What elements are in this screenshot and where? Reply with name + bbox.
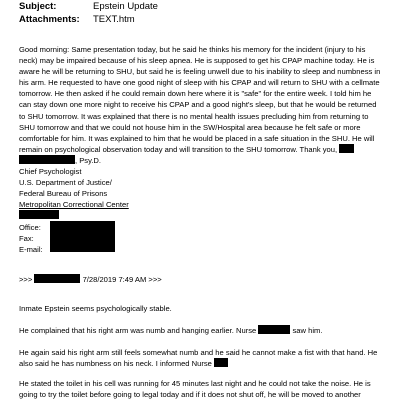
paragraph-line (19, 144, 389, 155)
redaction-box (50, 221, 115, 252)
redaction-box (19, 210, 59, 219)
forward-date: 7/28/2019 7:49 AM >>> (82, 275, 162, 284)
signature-org: Federal Bureau of Prisons (19, 189, 108, 199)
paragraph-line-text: remain on psychological observation today and will transition to the SHU tomorrow. Thank you, (19, 144, 338, 154)
body-paragraph-2 (19, 303, 389, 314)
paragraph-line: Good morning: Same presentation today, but he said he thinks his memory for the incident (injury to his (19, 45, 366, 54)
body-paragraph-1 (19, 44, 389, 155)
paragraph-line: SHU tomorrow and that we could not house him in the SW/Hospital area because he felt safe or more (19, 122, 361, 132)
redaction-box (339, 144, 354, 153)
paragraph-line: comfortable for him. It was explained to him that he would be placed in a safe situation in the SHU. He will (19, 133, 375, 143)
redaction-box (34, 274, 80, 283)
paragraph-line: aware he will be returning to SHU, but said he is feeling unwell due to his inability to sleep and numbness in (19, 67, 381, 77)
paragraph-line (19, 358, 389, 369)
subject-label: Subject: (19, 1, 57, 12)
signature-address-line (19, 210, 129, 221)
signature-name-line (19, 155, 129, 166)
body-paragraph-3 (19, 325, 389, 336)
redaction-box (19, 155, 75, 164)
body-paragraph-4 (19, 347, 389, 369)
forward-header (19, 274, 162, 285)
signature-org: U.S. Department of Justice/ (19, 178, 112, 188)
paragraph-line: Inmate Epstein seems psychologically stable. (19, 304, 172, 313)
body-paragraph-5 (19, 378, 389, 400)
paragraph-text: saw him. (292, 326, 323, 335)
paragraph-text: also said he has numbness on his neck. I informed Nurse (19, 359, 212, 369)
paragraph-line: can stay down one more night to receive his CPAP and a good night's sleep, but that he would be returned (19, 100, 377, 110)
attachment-link[interactable]: TEXT.htm (93, 14, 135, 25)
paragraph-line: going to try the toilet before going to legal today and if it does not shut off, he will be moved to another (19, 390, 361, 400)
paragraph-line: to SHU tomorrow. It was explained that there is no mental health issues precluding him from returning to (19, 111, 369, 121)
fax-label: Fax: (19, 233, 34, 243)
subject-value: Epstein Update (93, 1, 158, 12)
paragraph-line: He again said his right arm still feels somewhat numb and he said he cannot make a fist with that hand. He (19, 348, 378, 357)
redaction-box (214, 358, 228, 367)
signature-credential: , Psy.D. (75, 156, 102, 165)
forward-prefix: >>> (19, 275, 33, 284)
email-label: E-mail: (19, 244, 43, 254)
paragraph-line: tomorrow. He then asked if he could remain down here where it is "safe" for the entire week. I told him he (19, 89, 372, 99)
paragraph-line (19, 325, 389, 336)
paragraph-line: neck) may be impaired because of his sleep apnea. He is supposed to get his CPAP machine today. He is (19, 56, 375, 66)
paragraph-text: He complained that his right arm was numb and hanging earlier. Nurse (19, 326, 257, 335)
attachments-label: Attachments: (19, 14, 80, 25)
office-label: Office: (19, 222, 41, 232)
paragraph-line: He stated the toilet in his cell was running for 45 minutes last night and he could not take the noise. He is (19, 379, 371, 388)
signature-org: Metropolitan Correctional Center (19, 200, 129, 210)
paragraph-line: his arm. He requested to have one good night of sleep with his CPAP and will return to SHU with a cellmate (19, 78, 380, 88)
redaction-box (258, 325, 290, 334)
signature-title: Chief Psychologist (19, 167, 82, 177)
